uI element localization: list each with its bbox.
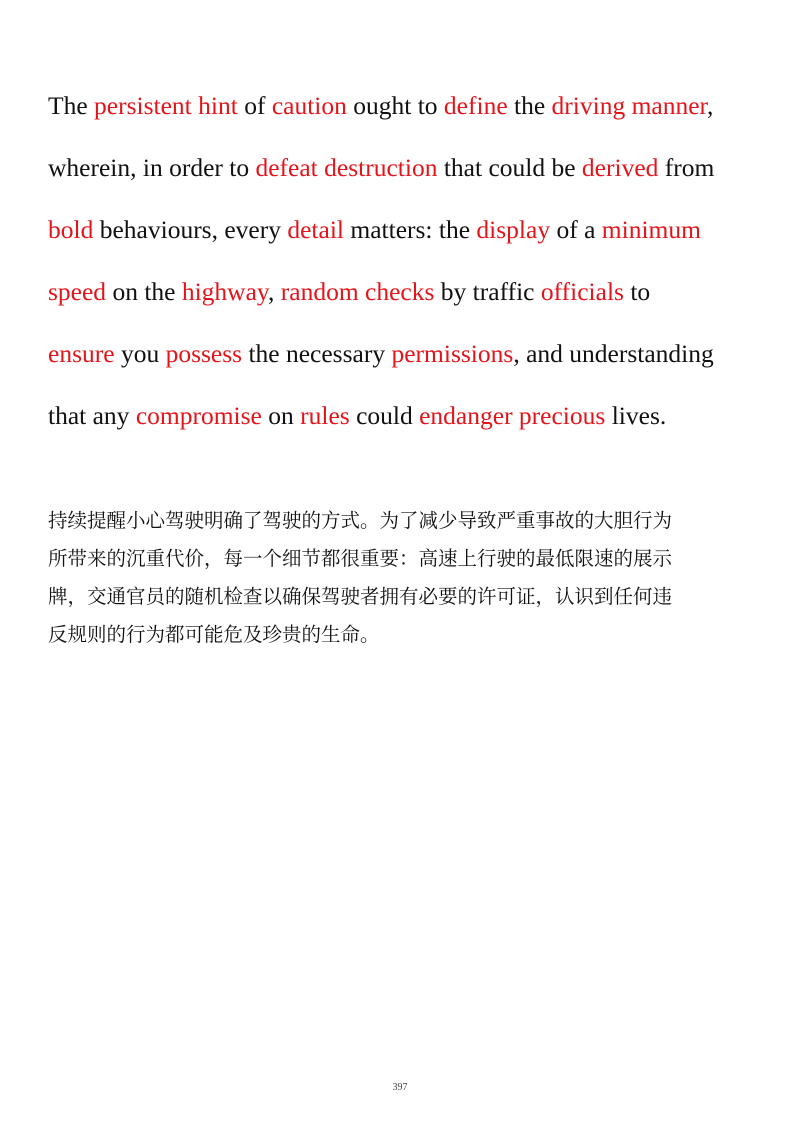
highlighted-phrase: bold bbox=[48, 215, 94, 244]
text-segment: lives. bbox=[605, 401, 667, 430]
highlighted-phrase: driving manner bbox=[551, 91, 708, 120]
text-segment: of bbox=[237, 91, 272, 120]
highlighted-phrase: random checks bbox=[280, 277, 435, 306]
chinese-line: 反规则的行为都可能危及珍贵的生命。 bbox=[48, 623, 380, 646]
chinese-line: 所带来的沉重代价，每一个细节都很重要：高速上行驶的最低限速的展示 bbox=[48, 547, 673, 570]
text-segment: from bbox=[658, 153, 715, 182]
highlighted-phrase: ensure bbox=[48, 339, 115, 368]
highlighted-phrase: detail bbox=[287, 215, 344, 244]
text-segment: The bbox=[48, 91, 95, 120]
text-segment: the necessary bbox=[242, 339, 392, 368]
text-segment: , bbox=[268, 277, 281, 306]
text-segment: to bbox=[623, 277, 651, 306]
text-segment: the bbox=[507, 91, 552, 120]
english-line bbox=[48, 199, 760, 261]
english-line bbox=[48, 137, 760, 199]
chinese-passage bbox=[48, 502, 760, 654]
highlighted-phrase: rules bbox=[300, 401, 350, 430]
text-segment: by traffic bbox=[434, 277, 541, 306]
highlighted-phrase: minimum bbox=[601, 215, 701, 244]
text-segment: matters: the bbox=[344, 215, 477, 244]
highlighted-phrase: highway bbox=[181, 277, 269, 306]
text-segment: behaviours, every bbox=[93, 215, 288, 244]
highlighted-phrase: compromise bbox=[135, 401, 262, 430]
highlighted-phrase: caution bbox=[271, 91, 347, 120]
text-segment: , bbox=[707, 91, 714, 120]
chinese-line: 持续提醒小心驾驶明确了驾驶的方式。为了减少导致严重事故的大胆行为 bbox=[48, 509, 673, 532]
highlighted-phrase: permissions bbox=[391, 339, 514, 368]
highlighted-phrase: possess bbox=[165, 339, 243, 368]
highlighted-phrase: endanger precious bbox=[419, 401, 606, 430]
text-segment: , and understanding bbox=[513, 339, 714, 368]
english-line bbox=[48, 261, 760, 323]
text-segment: on the bbox=[106, 277, 182, 306]
text-segment: of a bbox=[550, 215, 602, 244]
highlighted-phrase: speed bbox=[48, 277, 107, 306]
highlighted-phrase: define bbox=[443, 91, 508, 120]
chinese-line: 牌，交通官员的随机检查以确保驾驶者拥有必要的许可证，认识到任何违 bbox=[48, 585, 673, 608]
text-segment: wherein, in order to bbox=[48, 153, 256, 182]
highlighted-phrase: persistent hint bbox=[94, 91, 238, 120]
english-line bbox=[48, 323, 760, 385]
highlighted-phrase: display bbox=[476, 215, 551, 244]
highlighted-phrase: officials bbox=[540, 277, 624, 306]
text-segment: could bbox=[349, 401, 420, 430]
english-line bbox=[48, 75, 760, 137]
text-segment: that could be bbox=[437, 153, 582, 182]
highlighted-phrase: defeat destruction bbox=[255, 153, 438, 182]
text-segment: on bbox=[261, 401, 301, 430]
page-number: 397 bbox=[392, 1082, 408, 1093]
highlighted-phrase: derived bbox=[581, 153, 659, 182]
text-segment: you bbox=[114, 339, 166, 368]
english-passage bbox=[48, 75, 760, 447]
english-line bbox=[48, 385, 760, 447]
text-segment: that any bbox=[48, 401, 136, 430]
text-segment: ought to bbox=[346, 91, 444, 120]
